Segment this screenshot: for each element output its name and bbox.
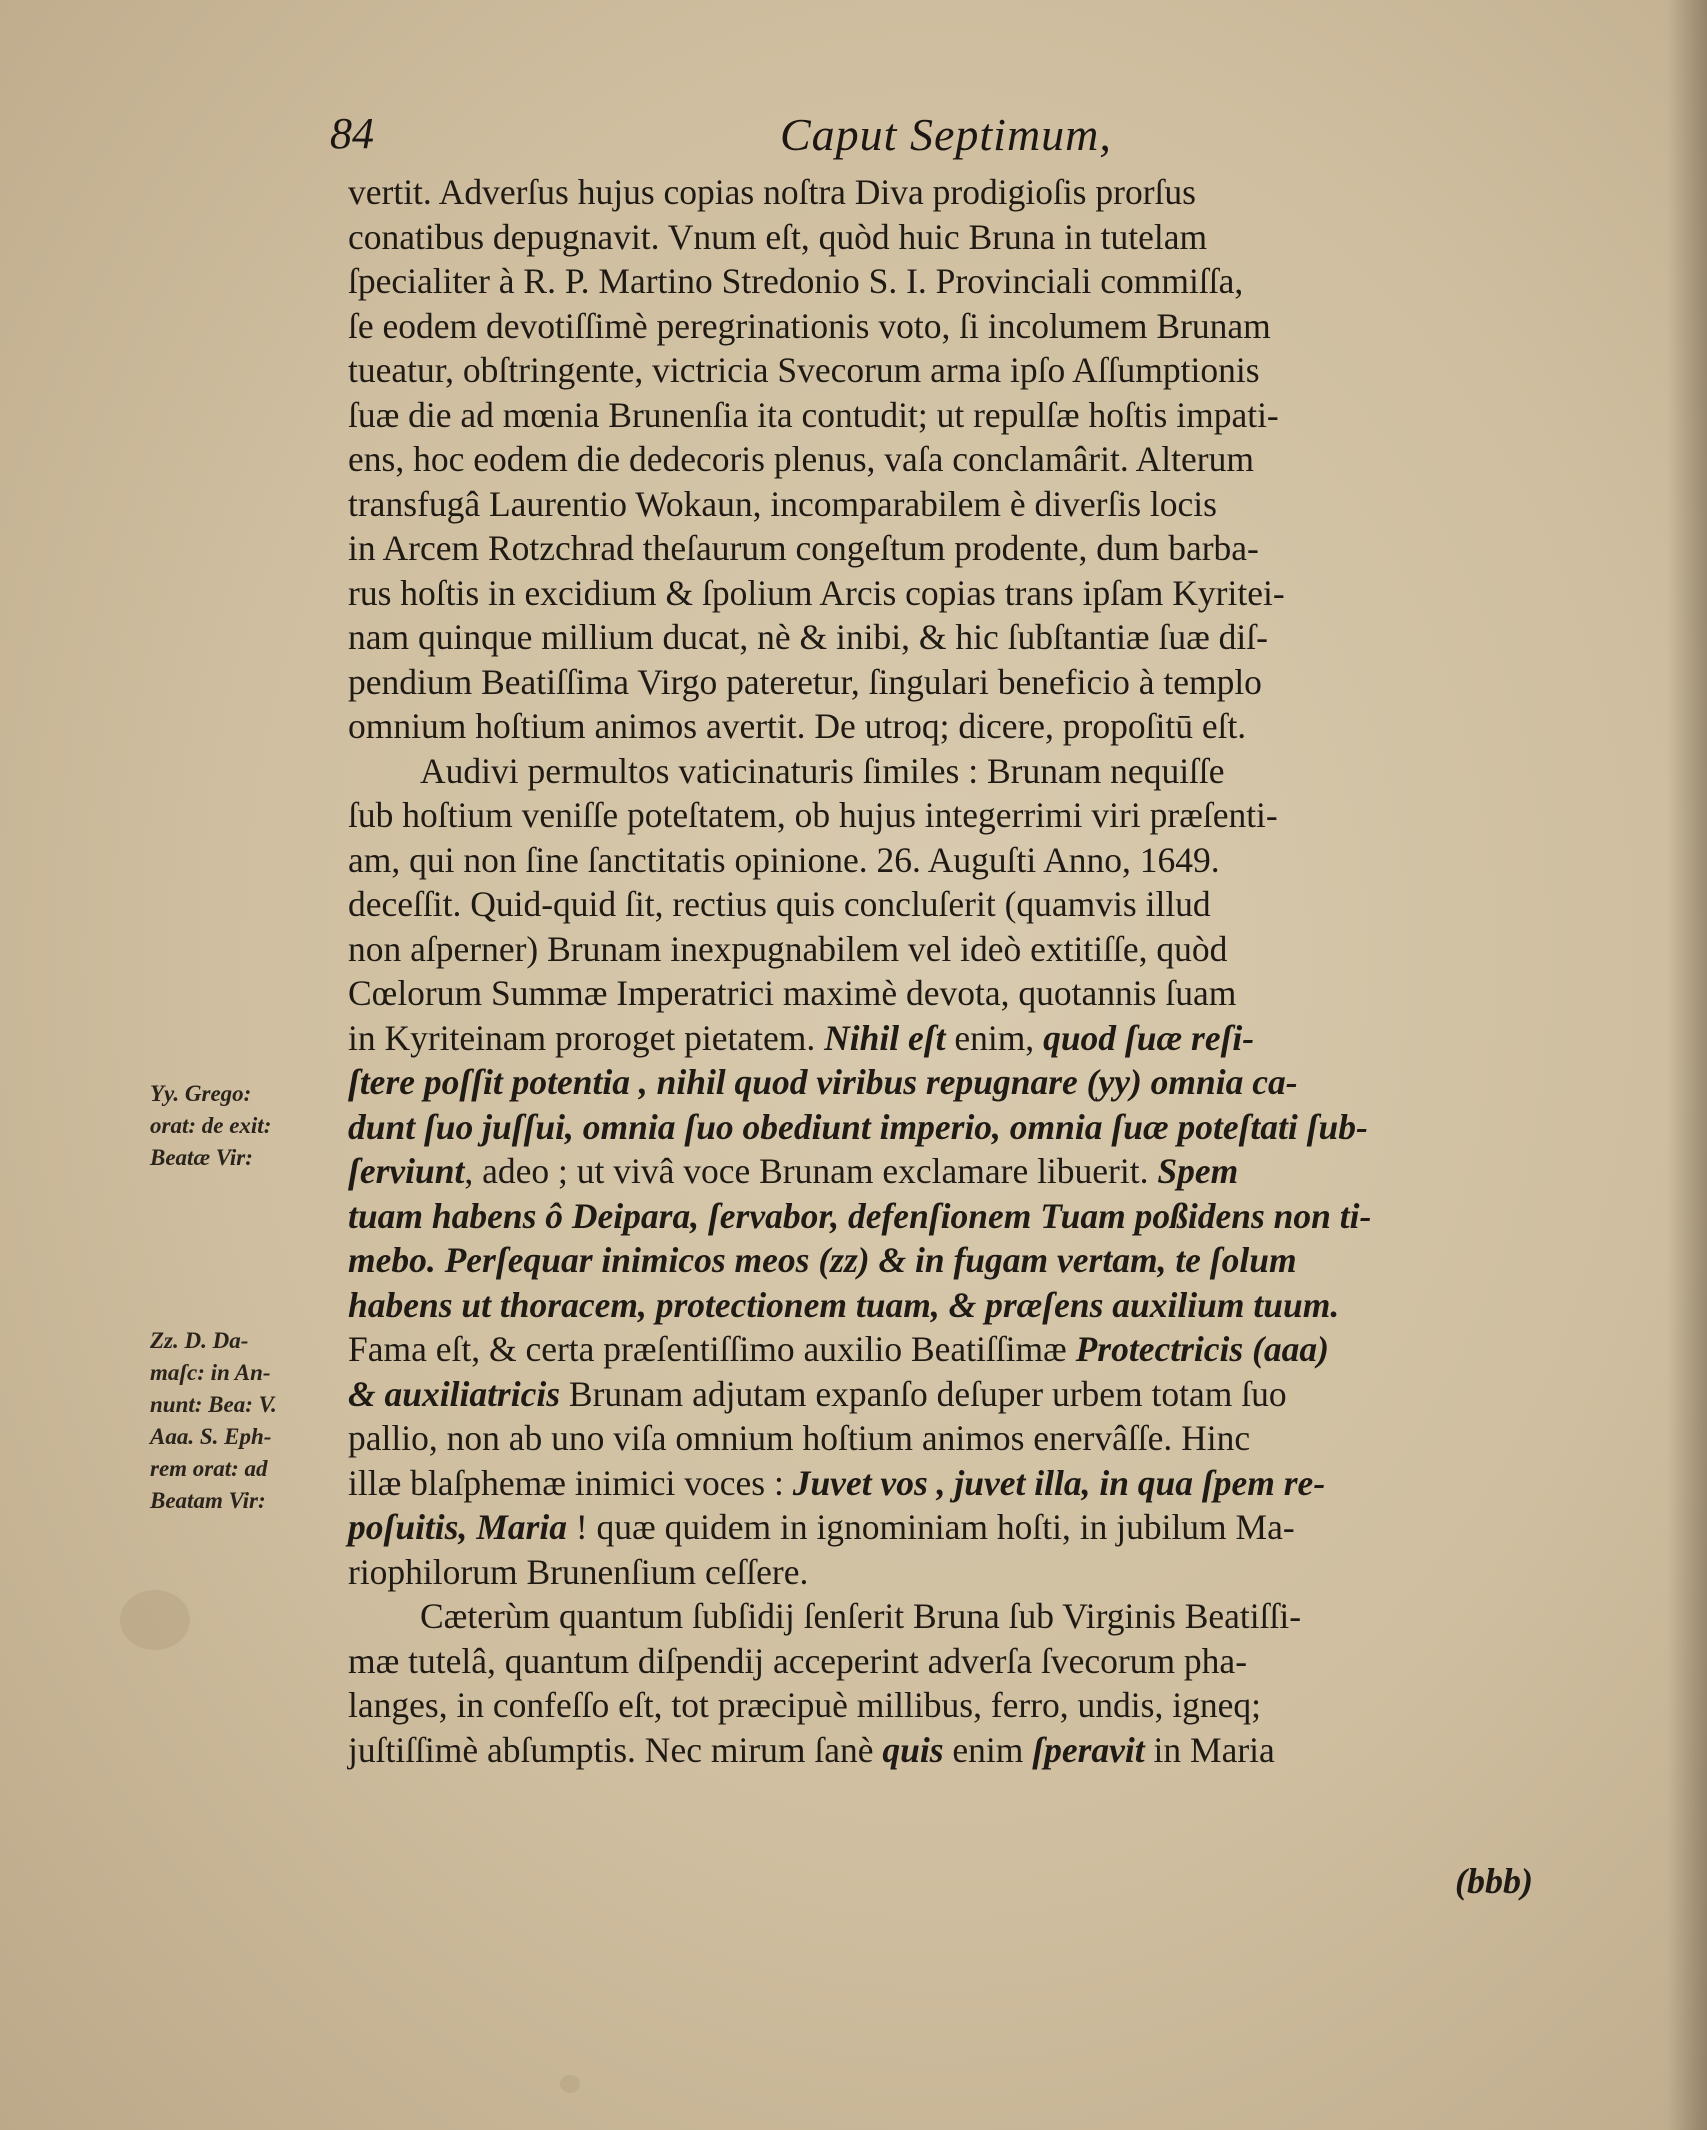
text-line <box>348 1461 1568 1506</box>
margin-note-line: maſc: in An- <box>150 1360 271 1385</box>
text-line <box>348 927 1568 972</box>
italic-text-segment: tuam habens ô Deipara, ſervabor, defenſionem Tuam poßidens non ti- <box>348 1195 1372 1236</box>
text-segment: tueatur, obſtringente, victricia Svecorum arma ipſo Aſſumptionis <box>348 350 1260 390</box>
margin-note-line: Zz. D. Da- <box>150 1328 249 1353</box>
italic-text-segment: Nihil eſt <box>824 1017 946 1058</box>
text-segment: Cæterùm quantum ſubſidij ſenſerit Bruna ſub Virginis Beatiſſi- <box>420 1596 1302 1636</box>
text-line <box>348 1416 1568 1461</box>
text-line <box>348 749 1568 794</box>
page-header <box>330 108 1560 168</box>
margin-note-line: Beatæ Vir: <box>150 1145 253 1170</box>
text-line <box>348 170 1568 215</box>
text-segment: pallio, non ab uno viſa omnium hoſtium animos enervâſſe. Hinc <box>348 1418 1251 1458</box>
text-line <box>348 1105 1568 1150</box>
margin-note-line: nunt: Bea: V. <box>150 1392 277 1417</box>
text-segment: enim <box>943 1729 1033 1770</box>
text-segment: non aſperner) Brunam inexpugnabilem vel ideò extitiſſe, quòd <box>348 928 1228 969</box>
text-line <box>348 1238 1568 1283</box>
text-line <box>348 348 1568 393</box>
text-line <box>348 1550 1568 1595</box>
text-segment: conatibus depugnavit. Vnum eſt, quòd huic Bruna in tutelam <box>348 216 1208 257</box>
margin-note <box>150 1325 350 1517</box>
text-segment: mæ tutelâ, quantum diſpendij acceperint adverſa ſvecorum pha- <box>348 1640 1248 1681</box>
margin-note-line: orat: de exit: <box>150 1113 272 1138</box>
catchword: (bbb) <box>1455 1861 1533 1901</box>
italic-text-segment: ſperavit <box>1032 1729 1145 1770</box>
text-line <box>348 1327 1568 1372</box>
text-segment: rus hoſtis in excidium & ſpolium Arcis copias trans ipſam Kyritei- <box>348 572 1285 613</box>
italic-text-segment: Juvet vos , juvet illa, in qua ſpem re- <box>792 1462 1326 1503</box>
text-segment: Audivi permultos vaticinaturis ſimiles : Brunam nequiſſe <box>420 750 1225 791</box>
text-line <box>348 1283 1568 1328</box>
text-line <box>348 1016 1568 1061</box>
text-line <box>348 971 1568 1016</box>
text-line <box>348 571 1568 616</box>
text-line <box>348 793 1568 838</box>
running-head: Caput Septimum, <box>780 109 1112 160</box>
text-segment: enim, <box>945 1017 1044 1058</box>
text-segment: illæ blaſphemæ inimici voces : <box>348 1462 793 1503</box>
text-line <box>348 393 1568 438</box>
text-line <box>348 660 1568 705</box>
text-line <box>348 1505 1568 1550</box>
text-line <box>348 259 1568 304</box>
margin-note <box>150 1078 350 1174</box>
main-text-block <box>348 170 1568 1772</box>
text-segment: in Maria <box>1144 1729 1275 1770</box>
text-segment: vertit. Adverſus hujus copias noſtra Diva prodigioſis prorſus <box>348 172 1196 212</box>
text-line <box>348 1728 1568 1773</box>
text-segment: Fama eſt, & certa præſentiſſimo auxilio Beatiſſimæ <box>348 1329 1076 1369</box>
text-line <box>348 304 1568 349</box>
italic-text-segment: Protectricis (aaa) <box>1075 1329 1329 1369</box>
text-segment: ſe eodem devotiſſimè peregrinationis voto, ſi incolumem Brunam <box>348 305 1271 346</box>
paper-stain <box>120 1590 190 1650</box>
paper-stain <box>560 2075 580 2093</box>
text-line <box>348 882 1568 927</box>
text-segment: transfugâ Laurentio Wokaun, incomparabilem è diverſis locis <box>348 483 1217 524</box>
italic-text-segment: mebo. Perſequar inimicos meos (zz) & in fugam vertam, te ſolum <box>348 1240 1297 1280</box>
text-segment: Brunam adjutam expanſo deſuper urbem totam ſuo <box>560 1373 1287 1414</box>
italic-text-segment: ſerviunt <box>348 1151 465 1191</box>
margin-note-line: Aaa. S. Eph- <box>150 1424 272 1449</box>
margin-note-line: Yy. Grego: <box>150 1081 252 1106</box>
italic-text-segment: dunt ſuo juſſui, omnia ſuo obediunt imperio, omnia ſuæ poteſtati ſub- <box>348 1106 1368 1147</box>
italic-text-segment: quis <box>882 1729 944 1770</box>
italic-text-segment: quod ſuæ reſi- <box>1043 1017 1255 1058</box>
text-line <box>348 1639 1568 1684</box>
text-line <box>348 215 1568 260</box>
italic-text-segment: ſtere poſſit potentia , nihil quod viribus repugnare (yy) omnia ca- <box>348 1062 1298 1102</box>
text-segment: omnium hoſtium animos avertit. De utroq; dicere, propoſitū eſt. <box>348 706 1247 746</box>
text-segment: ! quæ quidem in ignominiam hoſti, in jubilum Ma- <box>566 1507 1295 1547</box>
text-segment: pendium Beatiſſima Virgo pateretur, ſingulari beneficio à templo <box>348 661 1262 702</box>
text-line <box>348 615 1568 660</box>
text-line <box>348 1683 1568 1728</box>
italic-text-segment: & auxiliatricis <box>348 1373 561 1414</box>
text-segment: deceſſit. Quid-quid ſit, rectius quis concluſerit (quamvis illud <box>348 884 1211 924</box>
text-segment: ſuæ die ad mœnia Brunenſia ita contudit; ut repulſæ hoſtis impati- <box>348 394 1279 435</box>
page-number: 84 <box>330 109 374 158</box>
text-line <box>348 838 1568 883</box>
text-segment: ſpecialiter à R. P. Martino Stredonio S. I. Provinciali commiſſa, <box>348 261 1244 301</box>
text-line <box>348 1060 1568 1105</box>
text-segment: juſtiſſimè abſumptis. Nec mirum ſanè <box>348 1729 883 1770</box>
margin-note-line: rem orat: ad <box>150 1456 268 1481</box>
text-segment: in Arcem Rotzchrad theſaurum congeſtum prodente, dum barba- <box>348 528 1259 568</box>
text-line <box>348 482 1568 527</box>
text-segment: nam quinque millium ducat, nè & inibi, & hic ſubſtantiæ ſuæ diſ- <box>348 617 1268 657</box>
page-edge-shadow <box>1667 0 1707 2130</box>
italic-text-segment: Spem <box>1157 1151 1239 1191</box>
text-line <box>348 526 1568 571</box>
text-line <box>348 1194 1568 1239</box>
text-segment: langes, in confeſſo eſt, tot præcipuè millibus, ferro, undis, igneq; <box>348 1685 1261 1725</box>
text-line <box>348 437 1568 482</box>
italic-text-segment: poſuitis, Maria <box>348 1507 567 1547</box>
text-line <box>348 1372 1568 1417</box>
text-segment: , adeo ; ut vivâ voce Brunam exclamare libuerit. <box>464 1151 1158 1191</box>
text-segment: riophilorum Brunenſium ceſſere. <box>348 1551 809 1592</box>
italic-text-segment: habens ut thoracem, protectionem tuam, & præſens auxilium tuum. <box>348 1284 1340 1325</box>
text-line <box>348 1594 1568 1639</box>
text-segment: in Kyriteinam proroget pietatem. <box>348 1017 825 1058</box>
margin-note-line: Beatam Vir: <box>150 1488 266 1513</box>
text-segment: Cœlorum Summæ Imperatrici maximè devota, quotannis ſuam <box>348 973 1237 1013</box>
text-segment: am, qui non ſine ſanctitatis opinione. 26. Auguſti Anno, 1649. <box>348 839 1220 880</box>
text-line <box>348 704 1568 749</box>
text-line <box>348 1149 1568 1194</box>
text-segment: ſub hoſtium veniſſe poteſtatem, ob hujus integerrimi viri præſenti- <box>348 795 1278 835</box>
text-segment: ens, hoc eodem die dedecoris plenus, vaſa conclamârit. Alterum <box>348 439 1254 479</box>
